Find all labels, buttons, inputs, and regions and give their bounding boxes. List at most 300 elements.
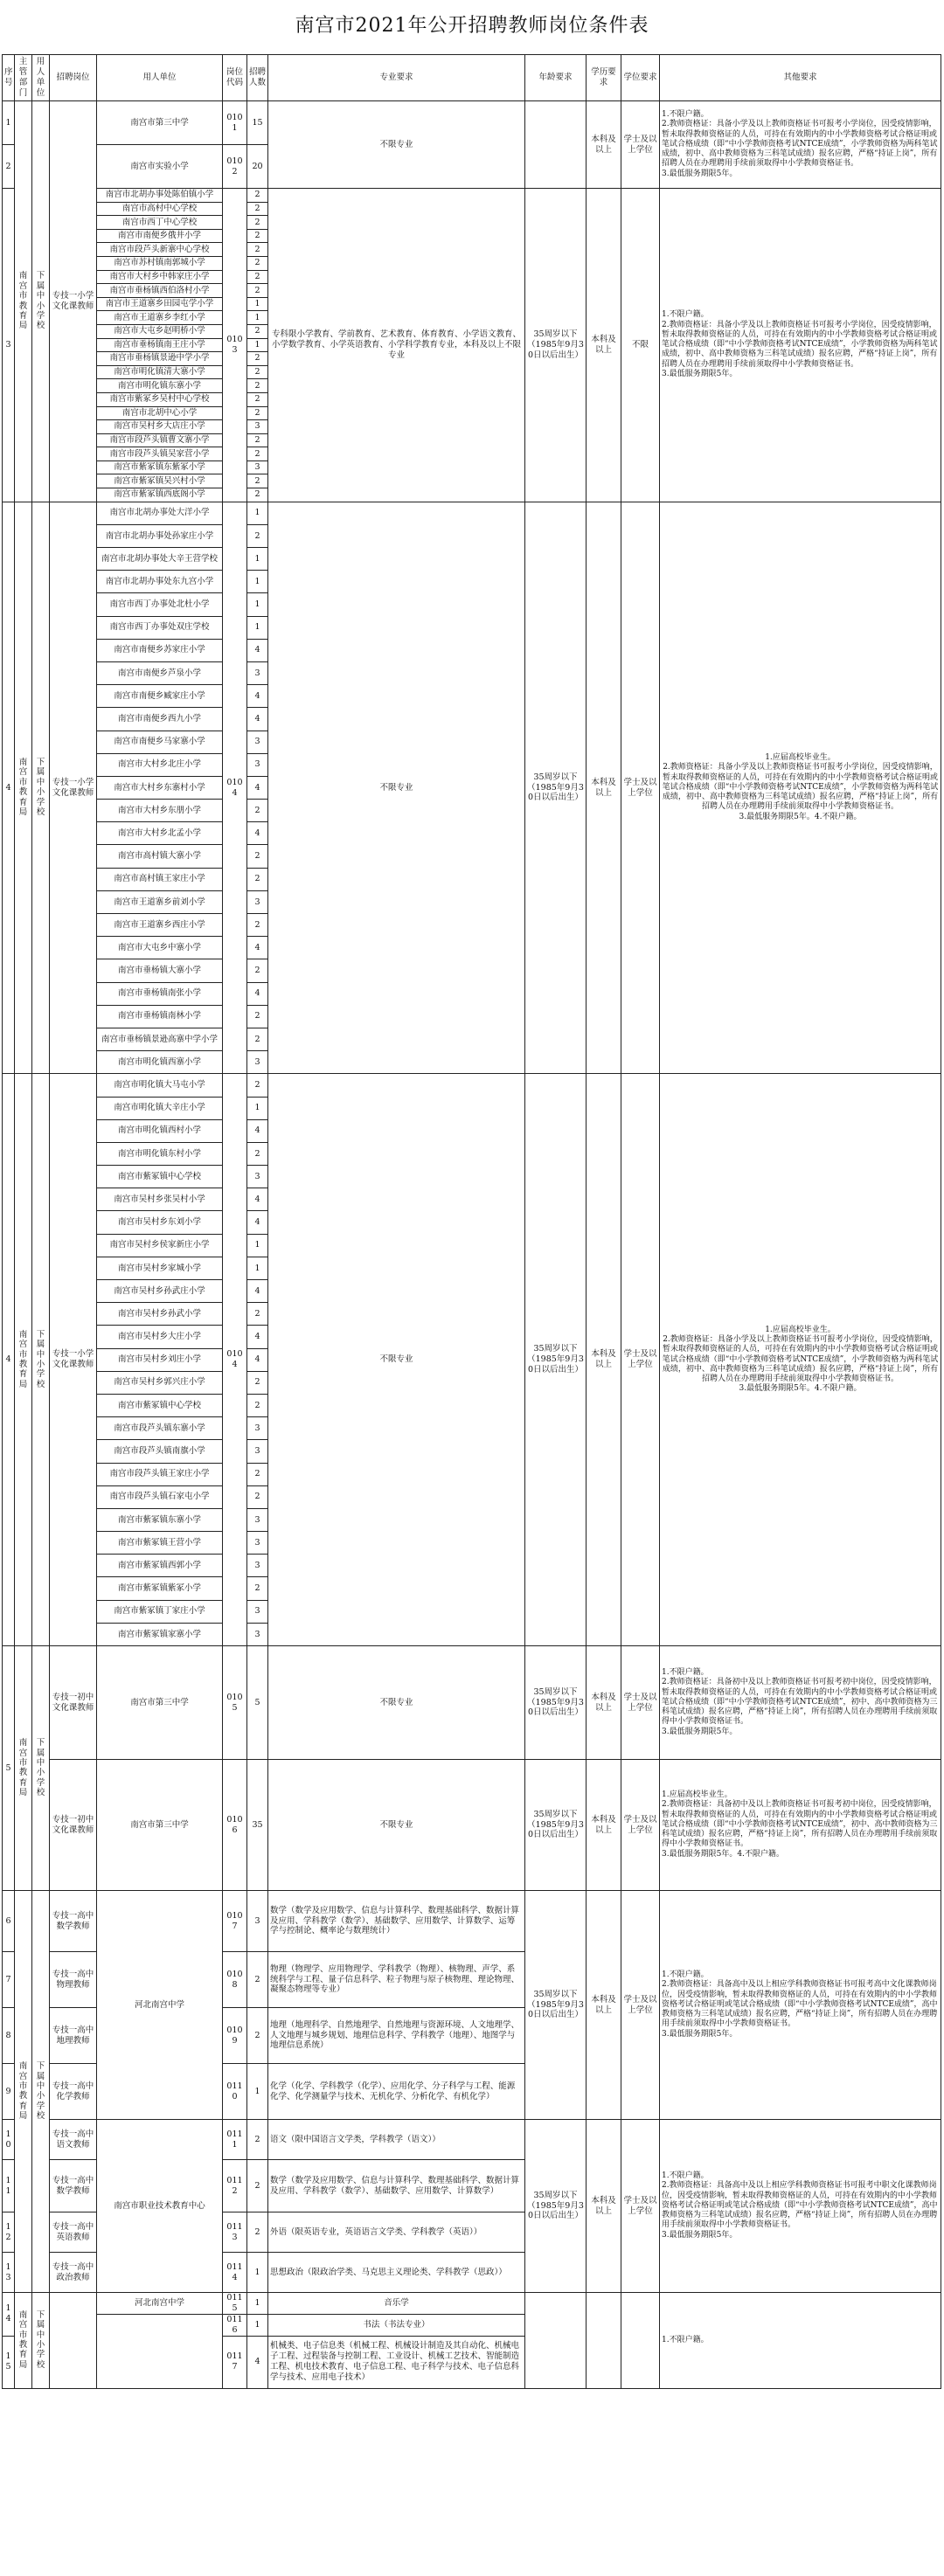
- code-cell: 0114: [223, 2253, 247, 2293]
- post-cell: 专技一高中地理教师: [50, 2008, 97, 2064]
- count-cell: 1: [247, 616, 268, 639]
- unit-cell: 南宫市大屯乡中寨小学: [97, 937, 223, 959]
- count-cell: 4: [247, 776, 268, 799]
- major-cell: 数学（数学及应用数学、信息与计算科学、数理基础科学、数据计算及应用、学科教学（数学）、基础数学、应用数学、计算数学、运筹学与控制论、概率论与数理统计）: [268, 1891, 525, 1952]
- count-cell: 1: [247, 1257, 268, 1279]
- code-cell: 0108: [223, 1952, 247, 2008]
- unit-cell: 南宫市紫冢镇中心学校: [97, 1394, 223, 1416]
- major-cell: 数学（数学及应用数学、信息与计算科学、数理基础科学、数据计算及应用、学科教学（数学）、基础数学、应用数学、计算数学）: [268, 2160, 525, 2212]
- code-cell: 0117: [223, 2336, 247, 2388]
- count-cell: 4: [247, 1348, 268, 1371]
- unit-type-cell-text: 下属中小学校: [36, 271, 45, 331]
- unit-cell: 南宫市段芦头镇曹文寨小学: [97, 433, 223, 447]
- count-cell: 1: [247, 571, 268, 593]
- unit-cell: 南宫市紫冢镇西郭小学: [97, 1555, 223, 1577]
- header-major: 专业要求: [268, 55, 525, 101]
- seq-cell: 15: [3, 2336, 15, 2388]
- edu-cell: 本科及以上: [587, 1891, 621, 2120]
- degree-cell: 学士及以上学位: [621, 1646, 660, 1760]
- unit-cell: 南宫市大村乡中韩家庄小学: [97, 270, 223, 284]
- unit-cell: 南宫市南便乡西九小学: [97, 708, 223, 731]
- unit-cell: 南宫市明化镇大马屯小学: [97, 1074, 223, 1097]
- dept-cell: [15, 101, 32, 502]
- table-row: [3, 2120, 941, 2160]
- count-cell: 2: [247, 1005, 268, 1028]
- seq-cell: 3: [3, 189, 15, 502]
- unit-cell: 南宫市第三中学: [97, 1760, 223, 1891]
- count-cell: 1: [247, 2253, 268, 2293]
- count-cell: 2: [247, 1303, 268, 1326]
- edu-cell: 本科及以上: [587, 1760, 621, 1891]
- age-cell: [525, 2293, 587, 2389]
- code-cell: 0110: [223, 2064, 247, 2120]
- count-cell: 15: [247, 101, 268, 145]
- count-cell: 2: [247, 256, 268, 270]
- major-cell: 书法（书法专业）: [268, 2314, 525, 2336]
- code-cell: 0113: [223, 2212, 247, 2253]
- count-cell: 4: [247, 822, 268, 845]
- unit-cell: 南宫市吴村乡家城小学: [97, 1257, 223, 1279]
- count-cell: 3: [247, 753, 268, 776]
- unit-cell: 南宫市南便乡苏家庄小学: [97, 639, 223, 661]
- seq-cell: 4: [3, 502, 15, 1074]
- count-cell: 2: [247, 1463, 268, 1485]
- code-cell: 0103: [223, 189, 247, 502]
- count-cell: 2: [247, 284, 268, 298]
- count-cell: 2: [247, 1577, 268, 1600]
- count-cell: 1: [247, 297, 268, 311]
- dept-cell: [15, 502, 32, 1074]
- count-cell: 4: [247, 982, 268, 1005]
- major-cell: 不限专业: [268, 502, 525, 1074]
- unit-cell: 南宫市吴村乡郭兴庄小学: [97, 1371, 223, 1394]
- count-cell: 4: [247, 1211, 268, 1234]
- unit-type-cell: [32, 2293, 50, 2389]
- unit-cell: 南宫市垂杨镇南林小学: [97, 1005, 223, 1028]
- header-seq: 序号: [3, 55, 15, 101]
- count-cell: 4: [247, 1326, 268, 1348]
- count-cell: 3: [247, 1508, 268, 1531]
- seq-cell: 10: [3, 2120, 15, 2160]
- unit-cell: 南宫市吴村乡大庄小学: [97, 1326, 223, 1348]
- post-cell: 专技一初中文化课教师: [50, 1646, 97, 1760]
- dept-cell-text: 南宫市教育局: [18, 2061, 28, 2122]
- code-cell: 0112: [223, 2160, 247, 2212]
- age-cell: 35周岁以下（1985年9月30日以后出生）: [525, 1891, 587, 2120]
- unit-cell: 南宫市西丁办事处双庄学校: [97, 616, 223, 639]
- count-cell: 2: [247, 1394, 268, 1416]
- unit-cell: 南宫市紫冢乡吴村中心学校: [97, 392, 223, 406]
- unit-cell: 南宫市王道寨乡西庄小学: [97, 914, 223, 937]
- unit-cell: 南宫市垂杨镇南张小学: [97, 982, 223, 1005]
- unit-cell: 南宫市紫冢镇吴兴村小学: [97, 474, 223, 488]
- unit-type-cell: [32, 101, 50, 502]
- count-cell: 2: [247, 189, 268, 203]
- unit-cell: 南宫市明化镇大辛庄小学: [97, 1097, 223, 1119]
- code-cell: 0104: [223, 1074, 247, 1646]
- count-cell: 3: [247, 1600, 268, 1623]
- other-cell: 1.不限户籍。: [660, 2293, 941, 2389]
- unit-cell: 南宫市紫冢镇西底阁小学: [97, 488, 223, 502]
- header-age: 年龄要求: [525, 55, 587, 101]
- count-cell: 2: [247, 433, 268, 447]
- unit-cell: 南宫市明化镇东村小学: [97, 1142, 223, 1165]
- count-cell: 2: [247, 845, 268, 868]
- count-cell: 3: [247, 1555, 268, 1577]
- post-cell: 专技一高中物理教师: [50, 1952, 97, 2008]
- post-cell: 专技一初中文化课教师: [50, 1760, 97, 1891]
- other-cell: 1.应届高校毕业生。 2.教师资格证：具备小学及以上教师资格证书可报考小学岗位，因受疫情影响，暂未取得教师资格证的人员，可持在有效期内的中小学教师资格考试合格证明或笔试合格成绩（即“中小学教师资格考试NTCE成绩”，小学教师资格为两科笔试成绩，初中、高中教师资格为三科笔试成绩）报名应聘，严格“持证上岗”，所有招聘人员在办理聘用手续前须取得中小学教师资格证书。 3.最低服务期限5年。4.不限户籍。: [660, 1074, 941, 1646]
- count-cell: 2: [247, 2212, 268, 2253]
- unit-cell: 南宫市吴村乡大店庄小学: [97, 420, 223, 434]
- seq-cell: 13: [3, 2253, 15, 2293]
- unit-cell: 南宫市北胡办事处陈伯镇小学: [97, 189, 223, 203]
- count-cell: 1: [247, 1097, 268, 1119]
- other-cell: 1.不限户籍。 2.教师资格证：具备初中及以上教师资格证书可报考初中岗位，因受疫情影响，暂未取得教师资格证的人员，可持在有效期内的中小学教师资格考试合格证明或笔试合格成绩（即“中小学教师资格考试NTCE成绩”，初中、高中教师资格为三科笔试成绩）报名应聘，严格“持证上岗”，所有招聘人员在办理聘用手续前须取得中小学教师资格证书。 3.最低服务期限5年。: [660, 1646, 941, 1760]
- unit-cell: 河北南宫中学: [97, 1891, 223, 2120]
- post-cell: 专技一高中英语教师: [50, 2212, 97, 2253]
- unit-cell: 南宫市段芦头镇王家庄小学: [97, 1463, 223, 1485]
- unit-type-cell-text: 下属中小学校: [36, 2309, 45, 2370]
- unit-cell: 南宫市高村镇大寨小学: [97, 845, 223, 868]
- unit-cell: 南宫市紫冢镇家寨小学: [97, 1623, 223, 1645]
- seq-cell: 8: [3, 2008, 15, 2064]
- unit-cell: 南宫市紫冢镇东寨小学: [97, 1508, 223, 1531]
- unit-cell: 南宫市王道寨乡田园屯学小学: [97, 297, 223, 311]
- count-cell: 2: [247, 2160, 268, 2212]
- unit-cell: 南宫市明化镇西寨小学: [97, 1051, 223, 1074]
- count-cell: 1: [247, 311, 268, 325]
- unit-cell: [97, 2314, 223, 2388]
- seq-cell: 12: [3, 2212, 15, 2253]
- dept-cell-text: 南宫市教育局: [18, 758, 28, 818]
- unit-cell: 南宫市王道寨乡李红小学: [97, 311, 223, 325]
- degree-cell: 学士及以上学位: [621, 1760, 660, 1891]
- major-cell: 思想政治（限政治学类、马克思主义理论类、学科教学（思政））: [268, 2253, 525, 2293]
- unit-cell: 南宫市西丁中心学校: [97, 216, 223, 230]
- unit-type-cell: [32, 1074, 50, 1646]
- count-cell: 1: [247, 593, 268, 616]
- count-cell: 2: [247, 1952, 268, 2008]
- code-cell: 0104: [223, 502, 247, 1074]
- degree-cell: 学士及以上学位: [621, 502, 660, 1074]
- dept-cell-text: 南宫市教育局: [18, 271, 28, 331]
- age-cell: 35周岁以下（1985年9月30日以后出生）: [525, 1760, 587, 1891]
- age-cell: 35周岁以下（1985年9月30日以后出生）: [525, 2120, 587, 2293]
- count-cell: 2: [247, 1485, 268, 1508]
- count-cell: 2: [247, 524, 268, 547]
- count-cell: 3: [247, 1532, 268, 1555]
- count-cell: 3: [247, 890, 268, 913]
- count-cell: 3: [247, 420, 268, 434]
- unit-cell: 南宫市垂杨镇南王庄小学: [97, 338, 223, 352]
- table-row: [3, 189, 941, 203]
- post-cell: 专技一高中数学教师: [50, 2160, 97, 2212]
- post-cell: 专技一高中化学教师: [50, 2064, 97, 2120]
- count-cell: 2: [247, 202, 268, 216]
- count-cell: 4: [247, 1188, 268, 1211]
- count-cell: 2: [247, 406, 268, 420]
- degree-cell: 学士及以上学位: [621, 101, 660, 189]
- count-cell: 2: [247, 216, 268, 230]
- unit-cell: 南宫市垂杨镇西伯洛村小学: [97, 284, 223, 298]
- unit-type-cell-text: 下属中小学校: [36, 1738, 45, 1798]
- seq-cell: 14: [3, 2293, 15, 2337]
- other-cell: 1.不限户籍。 2.教师资格证：具备小学及以上教师资格证书可报考小学岗位，因受疫情影响，暂未取得教师资格证的人员，可持在有效期内的中小学教师资格考试合格证明或笔试合格成绩（即“中小学教师资格考试NTCE成绩”，小学教师资格为两科笔试成绩，初中、高中教师资格为三科笔试成绩）报名应聘，严格“持证上岗”，所有招聘人员在办理聘用手续前须取得中小学教师资格证书。 3.最低服务期限5年。: [660, 189, 941, 502]
- count-cell: 1: [247, 502, 268, 524]
- unit-cell: 河北南宫中学: [97, 2293, 223, 2315]
- count-cell: 2: [247, 2120, 268, 2160]
- unit-cell: 南宫市北胡中心小学: [97, 406, 223, 420]
- major-cell: 外语（限英语专业，英语语言文学类、学科教学（英语））: [268, 2212, 525, 2253]
- other-cell: 1.不限户籍。 2.教师资格证：具备高中及以上相应学科教师资格证书可报考高中文化课教师岗位，因受疫情影响，暂未取得教师资格证的人员，可持在有效期内的中小学教师资格考试合格证明或笔试合格成绩（即“中小学教师资格考试NTCE成绩”，高中教师资格为三科笔试成绩）报名应聘，严格“持证上岗”，所有招聘人员在办理聘用手续前须取得中小学教师资格证书。 3.最低服务期限5年。: [660, 1891, 941, 2120]
- count-cell: 2: [247, 914, 268, 937]
- table-row: [3, 1646, 941, 1760]
- table-row: [3, 101, 941, 145]
- major-cell: 专科限小学教育、学前教育、艺术教育、体育教育、小学语文教育、小学数学教育、小学英语教育、小学科学教育专业，本科及以上不限专业: [268, 189, 525, 502]
- count-cell: 2: [247, 959, 268, 982]
- edu-cell: 本科及以上: [587, 189, 621, 502]
- dept-cell-text: 南宫市教育局: [18, 1738, 28, 1798]
- unit-cell: 南宫市高村中心学校: [97, 202, 223, 216]
- unit-type-cell: [32, 1646, 50, 1891]
- count-cell: 3: [247, 1623, 268, 1645]
- code-cell: 0101: [223, 101, 247, 145]
- unit-cell: 南宫市段芦头镇石家屯小学: [97, 1485, 223, 1508]
- code-cell: 0116: [223, 2314, 247, 2336]
- major-cell: 地理（地理科学、自然地理学、自然地理与资源环境、人文地理学、人文地理与城乡规划、地理信息科学、学科教学（地理）、地图学与地理信息系统）: [268, 2008, 525, 2064]
- age-cell: 35周岁以下（1985年9月30日以后出生）: [525, 1074, 587, 1646]
- unit-cell: 南宫市垂杨镇景逊高寨中学小学: [97, 1028, 223, 1050]
- unit-cell: 南宫市大村乡北孟小学: [97, 822, 223, 845]
- count-cell: 3: [247, 1440, 268, 1463]
- unit-cell: 南宫市段芦头镇吴家营小学: [97, 447, 223, 461]
- degree-cell: 学士及以上学位: [621, 1891, 660, 2120]
- unit-cell: 南宫市大村乡东寨村小学: [97, 776, 223, 799]
- unit-type-cell: [32, 502, 50, 1074]
- other-cell: 1.不限户籍。 2.教师资格证：具备高中及以上相应学科教师资格证书可报考中职文化课教师岗位，因受疫情影响，暂未取得教师资格证的人员，可持在有效期内的中小学教师资格考试合格证明或笔试合格成绩（即“中小学教师资格考试NTCE成绩”，高中教师资格为三科笔试成绩）报名应聘，严格“持证上岗”，所有招聘人员在办理聘用手续前须取得中小学教师资格证书。 3.最低服务期限5年。: [660, 2120, 941, 2293]
- count-cell: 2: [247, 474, 268, 488]
- code-cell: 0106: [223, 1760, 247, 1891]
- seq-cell: 2: [3, 145, 15, 189]
- edu-cell: 本科及以上: [587, 502, 621, 1074]
- count-cell: 3: [247, 1891, 268, 1952]
- unit-cell: 南宫市北胡办事处孙家庄小学: [97, 524, 223, 547]
- count-cell: 2: [247, 352, 268, 366]
- code-cell: 0115: [223, 2293, 247, 2315]
- header-unit-type: 用人单位: [32, 55, 50, 101]
- count-cell: 2: [247, 1028, 268, 1050]
- count-cell: 4: [247, 708, 268, 731]
- unit-cell: 南宫市王道寨乡前刘小学: [97, 890, 223, 913]
- table-row: [3, 2293, 941, 2315]
- code-cell: 0109: [223, 2008, 247, 2064]
- major-cell: 化学（化学、学科教学（化学）、应用化学、分子科学与工程、能源化学、化学测量学与技术、无机化学、分析化学、有机化学）: [268, 2064, 525, 2120]
- unit-cell: 南宫市明化镇东寨小学: [97, 379, 223, 393]
- seq-cell: 9: [3, 2064, 15, 2120]
- header-unit: 用人单位: [97, 55, 223, 101]
- degree-cell: 学士及以上学位: [621, 2120, 660, 2293]
- dept-cell-text: 南宫市教育局: [18, 2309, 28, 2370]
- unit-cell: 南宫市职业技术教育中心: [97, 2120, 223, 2293]
- degree-cell: [621, 2293, 660, 2389]
- count-cell: 4: [247, 1119, 268, 1142]
- degree-cell: 不限: [621, 189, 660, 502]
- count-cell: 3: [247, 1051, 268, 1074]
- major-cell: 音乐学: [268, 2293, 525, 2315]
- unit-cell: 南宫市吴村乡孙武庄小学: [97, 1280, 223, 1303]
- unit-cell: 南宫市吴村乡侯家新庄小学: [97, 1234, 223, 1257]
- major-cell: 不限专业: [268, 101, 525, 189]
- count-cell: 4: [247, 1280, 268, 1303]
- count-cell: 5: [247, 1646, 268, 1760]
- unit-cell: 南宫市北胡办事处大辛王营学校: [97, 548, 223, 571]
- code-cell: 0105: [223, 1646, 247, 1760]
- count-cell: 1: [247, 2314, 268, 2336]
- count-cell: 2: [247, 324, 268, 338]
- unit-cell: 南宫市段芦头镇东寨小学: [97, 1417, 223, 1440]
- table-row: [3, 1760, 941, 1891]
- dept-cell: [15, 1074, 32, 1646]
- age-cell: 35周岁以下（1985年9月30日以后出生）: [525, 189, 587, 502]
- dept-cell-text: 南宫市教育局: [18, 1329, 28, 1389]
- post-cell: [50, 2293, 97, 2389]
- major-cell: 不限专业: [268, 1646, 525, 1760]
- recruitment-table: [2, 54, 941, 2389]
- post-cell: 专技一高中数学教师: [50, 1891, 97, 1952]
- unit-cell: 南宫市北胡办事处大洋小学: [97, 502, 223, 524]
- major-cell: 不限专业: [268, 1760, 525, 1891]
- header-dept: 主管部门: [15, 55, 32, 101]
- count-cell: 4: [247, 2336, 268, 2388]
- header-edu: 学历要求: [587, 55, 621, 101]
- post-cell: 专技一小学文化课教师: [50, 1074, 97, 1646]
- unit-cell: 南宫市第三中学: [97, 101, 223, 145]
- count-cell: 3: [247, 1166, 268, 1188]
- unit-cell: 南宫市大屯乡赵明桥小学: [97, 324, 223, 338]
- count-cell: 2: [247, 1142, 268, 1165]
- code-cell: 0111: [223, 2120, 247, 2160]
- seq-cell: 1: [3, 101, 15, 145]
- table-row: [3, 1891, 941, 1952]
- unit-cell: 南宫市紫冢镇紫冢小学: [97, 1577, 223, 1600]
- count-cell: 4: [247, 685, 268, 708]
- unit-cell: 南宫市紫冢镇王营小学: [97, 1532, 223, 1555]
- edu-cell: 本科及以上: [587, 101, 621, 189]
- other-cell: 1.不限户籍。 2.教师资格证：具备小学及以上教师资格证书可报考小学岗位，因受疫情影响，暂未取得教师资格证的人员，可持在有效期内的中小学教师资格考试合格证明或笔试合格成绩（即“中小学教师资格考试NTCE成绩”，小学教师资格为两科笔试成绩，初中、高中教师资格为三科笔试成绩）报名应聘，严格“持证上岗”，所有招聘人员在办理聘用手续前须取得中小学教师资格证书。 3.最低服务期限5年。: [660, 101, 941, 189]
- count-cell: 2: [247, 243, 268, 257]
- unit-cell: 南宫市南便乡马家寨小学: [97, 731, 223, 753]
- unit-cell: 南宫市西丁办事处北杜小学: [97, 593, 223, 616]
- count-cell: 2: [247, 800, 268, 822]
- unit-cell: 南宫市南便乡芦泉小学: [97, 661, 223, 684]
- edu-cell: 本科及以上: [587, 2120, 621, 2293]
- dept-cell: [15, 1646, 32, 1891]
- table-row: [3, 502, 941, 524]
- major-cell: 语文（限中国语言文学类，学科教学（语文））: [268, 2120, 525, 2160]
- major-cell: 不限专业: [268, 1074, 525, 1646]
- count-cell: 2: [247, 270, 268, 284]
- count-cell: 2: [247, 229, 268, 243]
- dept-cell: [15, 1891, 32, 2293]
- post-cell: 专技一高中语文教师: [50, 2120, 97, 2160]
- count-cell: 35: [247, 1760, 268, 1891]
- edu-cell: 本科及以上: [587, 1646, 621, 1760]
- unit-cell: 南宫市吴村乡孙武小学: [97, 1303, 223, 1326]
- edu-cell: [587, 2293, 621, 2389]
- table-header-row: [3, 55, 941, 101]
- count-cell: 2: [247, 379, 268, 393]
- count-cell: 2: [247, 392, 268, 406]
- header-other: 其他要求: [660, 55, 941, 101]
- table-row: [3, 1074, 941, 1097]
- header-code: 岗位代码: [223, 55, 247, 101]
- code-cell: 0107: [223, 1891, 247, 1952]
- age-cell: [525, 101, 587, 189]
- count-cell: 2: [247, 868, 268, 890]
- dept-cell: [15, 2293, 32, 2389]
- count-cell: 1: [247, 338, 268, 352]
- unit-cell: 南宫市北胡办事处东九宫小学: [97, 571, 223, 593]
- unit-type-cell: [32, 1891, 50, 2293]
- document-title: 南宫市2021年公开招聘教师岗位条件表: [295, 15, 649, 37]
- unit-cell: 南宫市第三中学: [97, 1646, 223, 1760]
- unit-type-cell-text: 下属中小学校: [36, 2061, 45, 2122]
- count-cell: 20: [247, 145, 268, 189]
- unit-cell: 南宫市大村乡北庄小学: [97, 753, 223, 776]
- code-cell: 0102: [223, 145, 247, 189]
- count-cell: 3: [247, 731, 268, 753]
- major-cell: 物理（物理学、应用物理学、学科教学（物理）、核物理、声学、系统科学与工程、量子信息科学、粒子物理与原子核物理、理论物理、凝聚态物理等专业）: [268, 1952, 525, 2008]
- edu-cell: 本科及以上: [587, 1074, 621, 1646]
- count-cell: 1: [247, 548, 268, 571]
- unit-cell: 南宫市紫冢镇中心学校: [97, 1166, 223, 1188]
- seq-cell: 5: [3, 1646, 15, 1891]
- header-count: 招聘人数: [247, 55, 268, 101]
- count-cell: 2: [247, 488, 268, 502]
- count-cell: 2: [247, 1074, 268, 1097]
- unit-cell: 南宫市实验小学: [97, 145, 223, 189]
- unit-cell: 南宫市南便乡俄井小学: [97, 229, 223, 243]
- unit-cell: 南宫市段芦头新寨中心学校: [97, 243, 223, 257]
- header-degree: 学位要求: [621, 55, 660, 101]
- header-post: 招聘岗位: [50, 55, 97, 101]
- other-cell: 1.应届高校毕业生。 2.教师资格证：具备初中及以上教师资格证书可报考初中岗位，因受疫情影响，暂未取得教师资格证的人员，可持在有效期内的中小学教师资格考试合格证明或笔试合格成绩（即“中小学教师资格考试NTCE成绩”，初中、高中教师资格为三科笔试成绩）报名应聘，严格“持证上岗”，所有招聘人员在办理聘用手续前须取得中小学教师资格证书。 3.最低服务期限5年。4.不限户籍。: [660, 1760, 941, 1891]
- age-cell: 35周岁以下（1985年9月30日以后出生）: [525, 502, 587, 1074]
- unit-cell: 南宫市明化镇清大寨小学: [97, 365, 223, 379]
- seq-cell: 11: [3, 2160, 15, 2212]
- unit-cell: 南宫市吴村乡张吴村小学: [97, 1188, 223, 1211]
- table-body: [3, 101, 941, 2389]
- count-cell: 1: [247, 1234, 268, 1257]
- count-cell: 4: [247, 937, 268, 959]
- unit-cell: 南宫市南便乡臧家庄小学: [97, 685, 223, 708]
- unit-cell: 南宫市大村乡东朋小学: [97, 800, 223, 822]
- unit-cell: 南宫市苏村镇南郭城小学: [97, 256, 223, 270]
- unit-cell: 南宫市吴村乡刘庄小学: [97, 1348, 223, 1371]
- unit-cell: 南宫市高村镇王家庄小学: [97, 868, 223, 890]
- unit-cell: 南宫市紫冢镇东紫冢小学: [97, 460, 223, 474]
- unit-type-cell-text: 下属中小学校: [36, 1329, 45, 1389]
- seq-cell: 6: [3, 1891, 15, 1952]
- unit-cell: 南宫市垂杨镇大寨小学: [97, 959, 223, 982]
- count-cell: 4: [247, 639, 268, 661]
- count-cell: 3: [247, 1417, 268, 1440]
- count-cell: 2: [247, 1371, 268, 1394]
- count-cell: 1: [247, 2064, 268, 2120]
- age-cell: 35周岁以下（1985年9月30日以后出生）: [525, 1646, 587, 1760]
- unit-cell: 南宫市紫冢镇丁家庄小学: [97, 1600, 223, 1623]
